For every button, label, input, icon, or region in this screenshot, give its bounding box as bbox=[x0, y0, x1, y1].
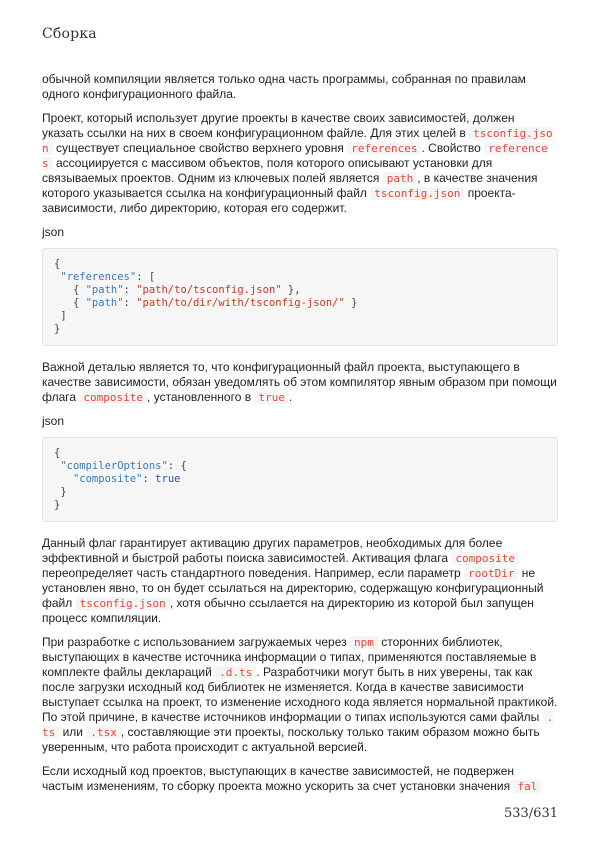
code-key: "references" bbox=[60, 271, 137, 283]
inline-code: .d.ts bbox=[215, 666, 256, 679]
inline-code: tsconfig.json bbox=[76, 597, 170, 610]
text: сторонних библиотек, выступающих в качестве источника информации о типах, применяются поставляемые в комплекте файлы деклараций bbox=[42, 635, 537, 679]
inline-code: tsconfig.json bbox=[42, 127, 553, 155]
text: , хотя обычно ссылается на директорию из которой был запущен процесс компиляции. bbox=[42, 596, 534, 625]
text: , составляющие эти проекты, поскольку только таким образом можно быть уверенным, что работа происходит с актуальной версией. bbox=[42, 725, 540, 754]
inline-code: references bbox=[347, 142, 421, 155]
code-block-composite: { "compilerOptions": { "composite": true } } bbox=[42, 437, 558, 522]
text: Данный флаг гарантирует активацию других параметров, необходимых для более эффективной и быстрой работы поиска зависимостей. Активация флага bbox=[42, 536, 503, 565]
text: Если исходный код проектов, выступающих в качестве зависимостей, не подвержен частым изменениям, то сборку проекта можно ускорить за счет установки значения bbox=[42, 764, 515, 793]
text: не установлен явно, то он будет ссылаться на директорию, содержащую конфигурационный файл bbox=[42, 566, 544, 610]
text: , в качестве значения которого указывается ссылка на конфигурационный файл bbox=[42, 171, 538, 200]
inline-code: composite bbox=[451, 552, 519, 565]
code-language-label: json bbox=[42, 414, 65, 428]
inline-code: npm bbox=[350, 636, 378, 649]
code-key: "path" bbox=[85, 284, 124, 296]
code-key: "composite" bbox=[72, 473, 143, 485]
inline-code: rootDir bbox=[464, 567, 518, 580]
code-key: "path" bbox=[85, 297, 124, 309]
text: . bbox=[288, 390, 293, 404]
page-header-title: Сборка bbox=[42, 26, 97, 42]
paragraph-1: обычной компиляции является только одна часть программы, собранная по правилам одного конфигурационного файла. bbox=[42, 72, 526, 101]
inline-code: .tsx bbox=[86, 726, 121, 739]
text: существует специальное свойство верхнего уровня bbox=[55, 141, 344, 155]
text: , установленного в bbox=[147, 390, 252, 404]
paragraph-6 bbox=[42, 764, 558, 794]
text: переопределяет часть стандартного поведения. Например, если параметр bbox=[42, 566, 461, 580]
paragraph-2 bbox=[42, 111, 558, 216]
text: или bbox=[62, 725, 84, 739]
paragraph-4 bbox=[42, 536, 558, 626]
page-number: 533/631 bbox=[503, 806, 558, 821]
text: . Свойство bbox=[421, 141, 481, 155]
paragraph-5 bbox=[42, 635, 558, 755]
inline-code: true bbox=[254, 391, 289, 404]
document-body bbox=[42, 72, 558, 803]
code-language-label: json bbox=[42, 225, 65, 239]
text: Проект, который использует другие проекты в качестве своих зависимостей, должен указать ссылки на них в своем конфигурационном файле. Для этих целей в bbox=[42, 111, 515, 140]
text: ассоциируется с массивом объектов, поля которого описывают установки для связываемых проектов. Одним из ключевых полей является bbox=[42, 156, 493, 185]
inline-code: tsconfig.json bbox=[370, 187, 464, 200]
paragraph-3 bbox=[42, 360, 558, 405]
inline-code: references bbox=[42, 142, 548, 170]
text: . Разработчики могут быть в них уверены, так как после загрузки исходный код библиотек не изменяется. Когда в качестве зависимости выступает ссылка на проект, то изменение исходного кода является нормальной практикой. По этой причине, в качестве источников информации о типах используются сами файлы bbox=[42, 665, 558, 724]
inline-code: composite bbox=[79, 391, 147, 404]
code-block-references: { "references": [ { "path": "path/to/tsconfig.json" }, { "path": "path/to/dir/with/tsconfig-json/" } ] } bbox=[42, 248, 558, 346]
text: проекта-зависимости, либо директорию, которая его содержит. bbox=[42, 186, 516, 215]
inline-code: path bbox=[383, 172, 418, 185]
code-string: "path/to/tsconfig.json" bbox=[136, 284, 282, 296]
code-key: "compilerOptions" bbox=[60, 460, 168, 472]
inline-code: fal bbox=[513, 780, 541, 793]
code-value: true bbox=[155, 473, 181, 485]
inline-code: .ts bbox=[42, 711, 554, 739]
text: При разработке с использованием загружаемых через bbox=[42, 635, 347, 649]
text: Важной деталью является то, что конфигурационный файл проекта, выступающего в качестве зависимости, обязан уведомлять об этом компилятор явным образом при помощи флага bbox=[42, 360, 557, 404]
code-string: "path/to/dir/with/tsconfig-json/" bbox=[136, 297, 345, 309]
